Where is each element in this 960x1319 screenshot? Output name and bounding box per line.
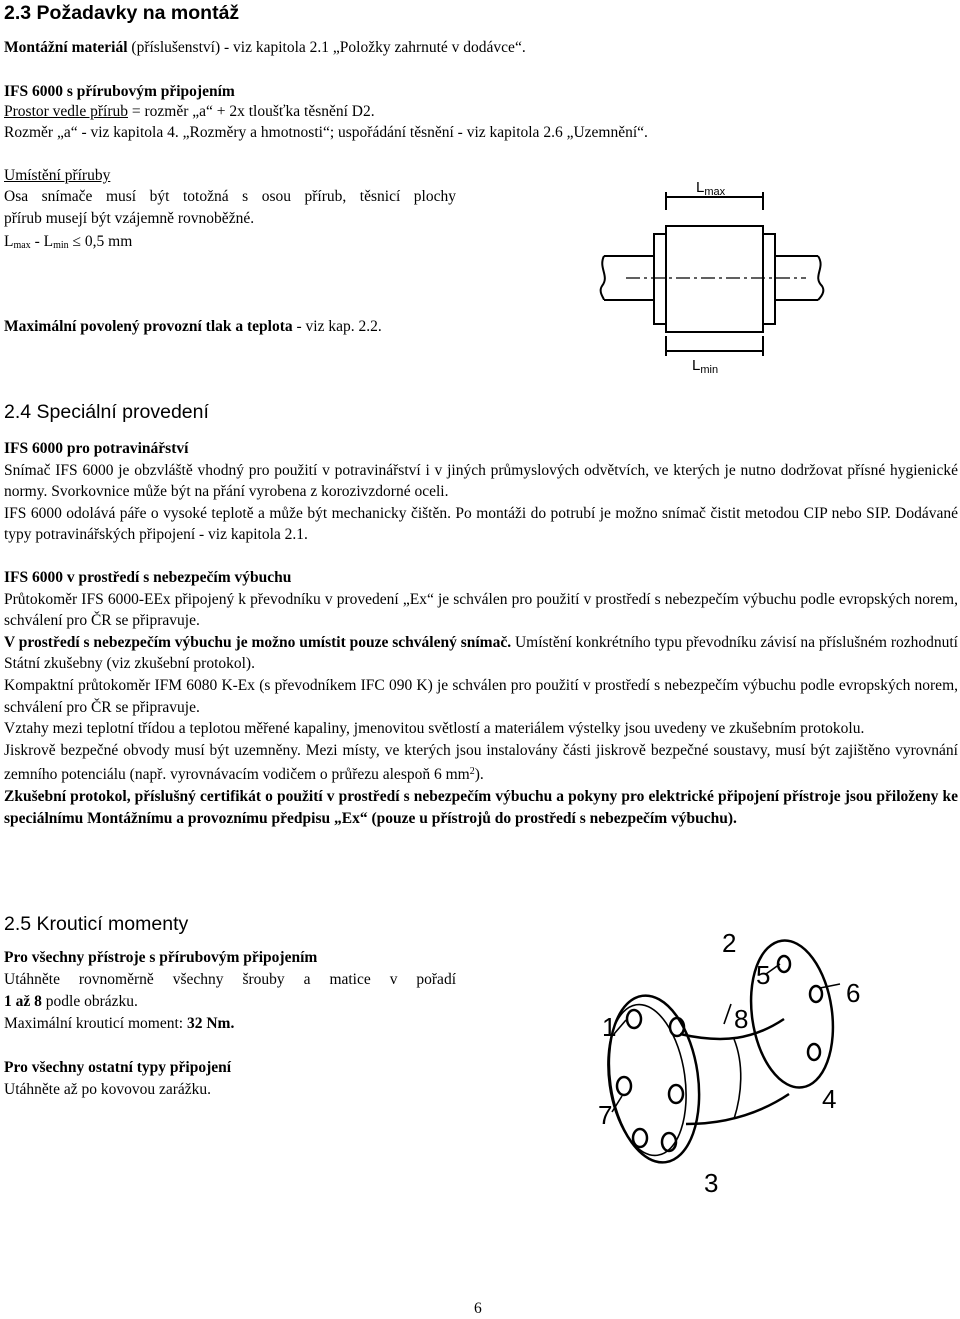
food-paragraph-2: IFS 6000 odolává páře o vysoké teplotě a může být mechanicky čištěn. Po montáži do potrubí je možno snímač čistit metodou CIP nebo SIP. Dodávané typy potravinářských připojení - viz kapitola 2.1. (4, 504, 958, 544)
food-title: IFS 6000 pro potravinářství (4, 440, 189, 457)
bolt-number-6: 6 (846, 978, 861, 1008)
bolt-number-4: 4 (822, 1084, 837, 1114)
bolt-sequence-figure (584, 924, 874, 1194)
bolt-number-5: 5 (756, 960, 771, 990)
bolt-number-8: 8 (734, 1004, 749, 1034)
placement-line-2: přírub musejí být vzájemně rovnoběžné. (4, 210, 255, 227)
material-line: Montážní materiál (příslušenství) - viz kapitola 2.1 „Položky zahrnuté v dodávce“. (4, 39, 526, 56)
bolt-number-2: 2 (722, 928, 737, 958)
food-paragraph-1: Snímač IFS 6000 je obzvláště vhodný pro použití v potravinářství i v jiných průmyslových odvětvích, ve kterých je nutno dodržovat přísné hygienické normy. Svorkovnice může být na přání vyrobena z korozivzdorné oceli. (4, 461, 958, 501)
flange-alignment-figure (596, 176, 836, 374)
placement-line-1: Osa snímače musí být totožná s osou přírub, těsnicí plochy (4, 188, 456, 205)
torque-flange-title: Pro všechny přístroje s přírubovým připojením (4, 949, 318, 966)
ex-paragraph-1: Průtokoměr IFS 6000-EEx připojený k převodníku v provedení „Ex“ je schválen pro použití v prostředí s nebezpečím výbuchu podle evropských norem, schválení pro ČR se připravuje. (4, 590, 958, 630)
ex-paragraph-4: Vztahy mezi teplotní třídou a teplotou měřené kapaliny, jmenovitou světlostí a materiálem výstelky jsou uvedeny ve zkušebním protokolu. (4, 720, 865, 738)
ex-paragraph-6: Zkušební protokol, příslušný certifikát o použití v prostředí s nebezpečím výbuchu a pokyny pro elektrické připojení přístroje jsou přiloženy ke speciálnímu Montážnímu a provoznímu předpisu „Ex“ (pouze u přístrojů do prostředí s nebezpečím výbuchu). (4, 787, 958, 827)
tolerance-formula: $L_{max} - L_{min} \le 0,5$ mm (4, 233, 133, 251)
ex-paragraph-5: Jiskrově bezpečné obvody musí být uzemněny. Mezi místy, ve kterých jsou instalovány části jiskrově bezpečné soustavy, musí být zajištěno vyrovnání zemního potenciálu (např. vyrovnávacím vodičem o průřezu alespoň 6 $mm^2$). (4, 741, 958, 784)
bolt-number-7: 7 (598, 1100, 613, 1130)
torque-line-2: 1 až 8 podle obrázku. (4, 993, 138, 1010)
lmin-label: $L_{min}$ (692, 357, 719, 374)
bolt-number-1: 1 (602, 1012, 617, 1042)
torque-other-title: Pro všechny ostatní typy připojení (4, 1059, 232, 1076)
space-line: Prostor vedle přírub = rozměr „a“ + 2x tloušťka těsnění D2. (4, 103, 375, 120)
flange-subtitle: IFS 6000 s přírubovým připojením (4, 83, 235, 100)
ex-paragraph-3: Kompaktní průtokoměr IFM 6080 K-Ex (s převodníkem IFC 090 K) je schválen pro použití v prostředí s nebezpečím výbuchu podle evropských norem, schválení pro ČR se připravuje. (4, 676, 958, 716)
lmax-label: $L_{max}$ (696, 179, 726, 198)
torque-other-text: Utáhněte až po kovovou zarážku. (4, 1081, 212, 1098)
section-title-2-3: 2.3 Požadavky na montáž (4, 2, 240, 24)
bolt-number-3: 3 (704, 1168, 719, 1194)
page-number: 6 (474, 1300, 482, 1317)
ex-title: IFS 6000 v prostředí s nebezpečím výbuchu (4, 569, 292, 586)
food-block (4, 438, 958, 546)
section-title-2-4: 2.4 Speciální provedení (4, 401, 209, 423)
torque-line-1: Utáhněte rovnoměrně všechny šrouby a matice v pořadí (4, 971, 456, 988)
ex-block (4, 567, 958, 829)
pressure-line: Maximální povolený provozní tlak a teplota - viz kap. 2.2. (4, 318, 382, 335)
dimension-line: Rozměr „a“ - viz kapitola 4. „Rozměry a hmotnosti“; uspořádání těsnění - viz kapitola 2.6 „Uzemnění“. (4, 124, 648, 141)
ex-paragraph-2: V prostředí s nebezpečím výbuchu je možno umístit pouze schválený snímač. Umístění konkrétního typu převodníku závisí na příslušném rozhodnutí Státní zkušebny (viz zkušební protokol). (4, 633, 958, 673)
section-title-2-5: 2.5 Krouticí momenty (4, 913, 189, 935)
placement-title: Umístění příruby (4, 167, 111, 184)
torque-line-3: Maximální krouticí moment: 32 Nm. (4, 1015, 235, 1032)
